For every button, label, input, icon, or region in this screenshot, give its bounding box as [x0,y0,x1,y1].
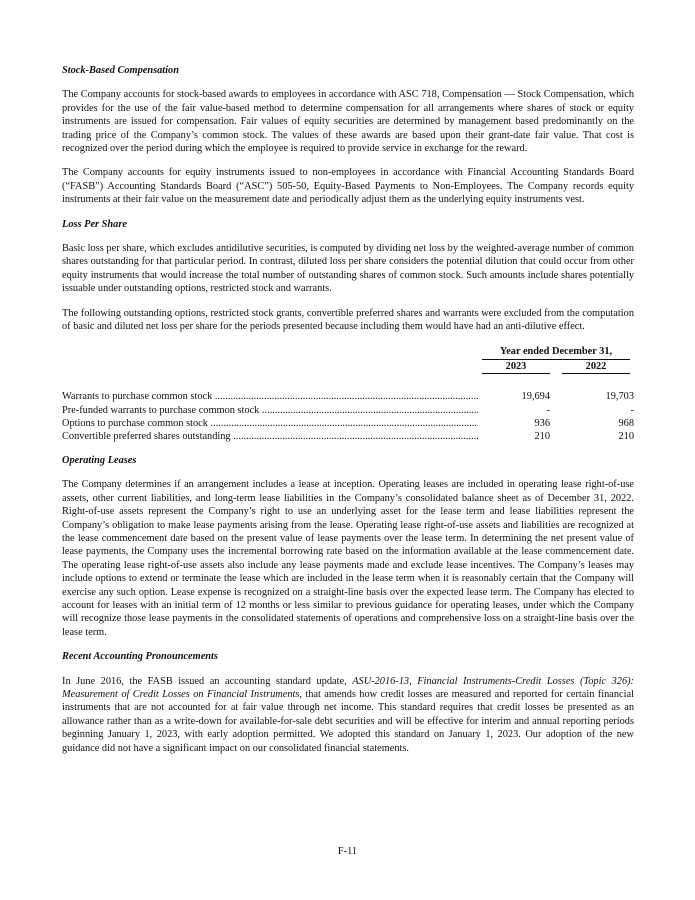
row-label: Pre-funded warrants to purchase common stock ..... [62,404,478,417]
cell-2022: - [630,404,634,416]
row-label: Options to purchase common stock ..... [62,417,478,430]
section-heading-operating-leases: Operating Leases [62,454,137,466]
table-row [62,430,634,443]
row-label: Convertible preferred shares outstanding ..... [62,430,478,443]
table-row [62,404,634,417]
column-header-2023: 2023 [482,360,550,374]
paragraph-text: In June 2016, the FASB issued an accounting standard update, [62,675,353,687]
paragraph: Basic loss per share, which excludes antidilutive securities, is computed by dividing net loss by the weighted-average number of common shares outstanding for that particular period. In contrast, diluted loss per share considers the potential dilution that could occur from other equity instruments that would increase the total number of outstanding shares of common stock. Such amounts include shares potentially issuable under outstanding options, restricted stock and warrants. [62,243,634,295]
paragraph: The Company accounts for stock-based awards to employees in accordance with ASC 718, Compensation — Stock Compensation, which provides for the use of the fair value-based method to determine compensation for all arrangements where shares of stock or equity instruments are issued for compensation. Fair values of equity securities are determined by management based predominantly on the trading price of the Company’s common stock. The values of these awards are based upon their grant-date fair value. That cost is recognized over the period during which the employee is required to provide service in exchange for the reward. [62,89,634,155]
cell-2023: 210 [534,431,550,443]
table-group-header: Year ended December 31, [482,345,630,360]
section-heading-loss-per-share: Loss Per Share [62,218,127,230]
cell-2022: 19,703 [605,391,634,403]
cell-2023: 19,694 [521,391,550,403]
cell-2022: 968 [618,418,634,430]
paragraph [62,675,634,755]
cell-2023: 936 [534,418,550,430]
cell-2023: - [546,404,550,416]
paragraph-text: , that amends how credit losses are measured and reported for certain financial instruments that are not accounted for at fair value through net income. This standard requires that credit losses be presented as an allowance rather than as a write-down for available-for-sale debt securities and will be effective for interim and annual reporting periods beginning January 1, 2023, with early adoption permitted. We adopted this standard on January 1, 2023. Our adoption of the new guidance did not have a significant impact on our consolidated financial statements. [62,688,634,754]
paragraph: The following outstanding options, restricted stock grants, convertible preferred shares and warrants were excluded from the computation of basic and diluted net loss per share for the periods presented because including them would have had an anti-dilutive effect. [62,307,634,333]
section-heading-recent-accounting-pronouncements: Recent Accounting Pronouncements [62,651,218,663]
table-row [62,390,634,403]
paragraph: The Company accounts for equity instruments issued to non-employees in accordance with Financial Accounting Standards Board (“FASB”) Accounting Standards Board (“ASC”) 505-50, Equity-Based Payments to Non-Employees. The Company records equity instruments at their fair value on the measurement date and periodically adjust them as the underlying equity instruments vest. [62,167,634,206]
cell-2022: 210 [618,431,634,443]
table-year-headers [482,360,630,374]
page-content [62,64,634,766]
table-row [62,417,634,430]
page-number: F-11 [337,846,358,857]
paragraph: The Company determines if an arrangement includes a lease at inception. Operating leases are included in operating lease right-of-use assets, other current liabilities, and long-term lease liabilities in the Company’s consolidated balance sheet as of December 31, 2022. Right-of-use assets represent the Company’s right to use an underlying asset for the lease term and lease liabilities represent the Company’s obligation to make lease payments arising from the lease. Operating lease right-of-use assets and liabilities are recognized at the lease commencement date based on the present value of lease payments over the lease term. In determining the net present value of lease payments, the Company uses the incremental borrowing rate based on the information available at the lease commencement date. The operating lease right-of-use assets also include any lease payments made and exclude lease incentives. The Company’s leases may include options to extend or terminate the lease which are included in the lease term when it is reasonably certain that the Company will exercise any such option. Lease expense is recognized on a straight-line basis over the expected lease term. The Company has elected to account for leases with an initial term of 12 months or less similar to previous guidance for operating leases, under which the Company will recognize those lease payments in the consolidated statements of operations and comprehensive loss on a straight-line basis over the lease term. [62,479,634,638]
column-header-2022: 2022 [562,360,630,374]
row-label: Warrants to purchase common stock ..... [62,390,478,403]
antidilutive-securities-table [62,345,634,444]
section-heading-stock-based-compensation: Stock-Based Compensation [62,65,179,76]
standard-citation: ASU-2016-13, Financial Instruments-Credit Losses (Topic 326): Measurement of Credit Losses on Financial Instruments [62,675,635,700]
